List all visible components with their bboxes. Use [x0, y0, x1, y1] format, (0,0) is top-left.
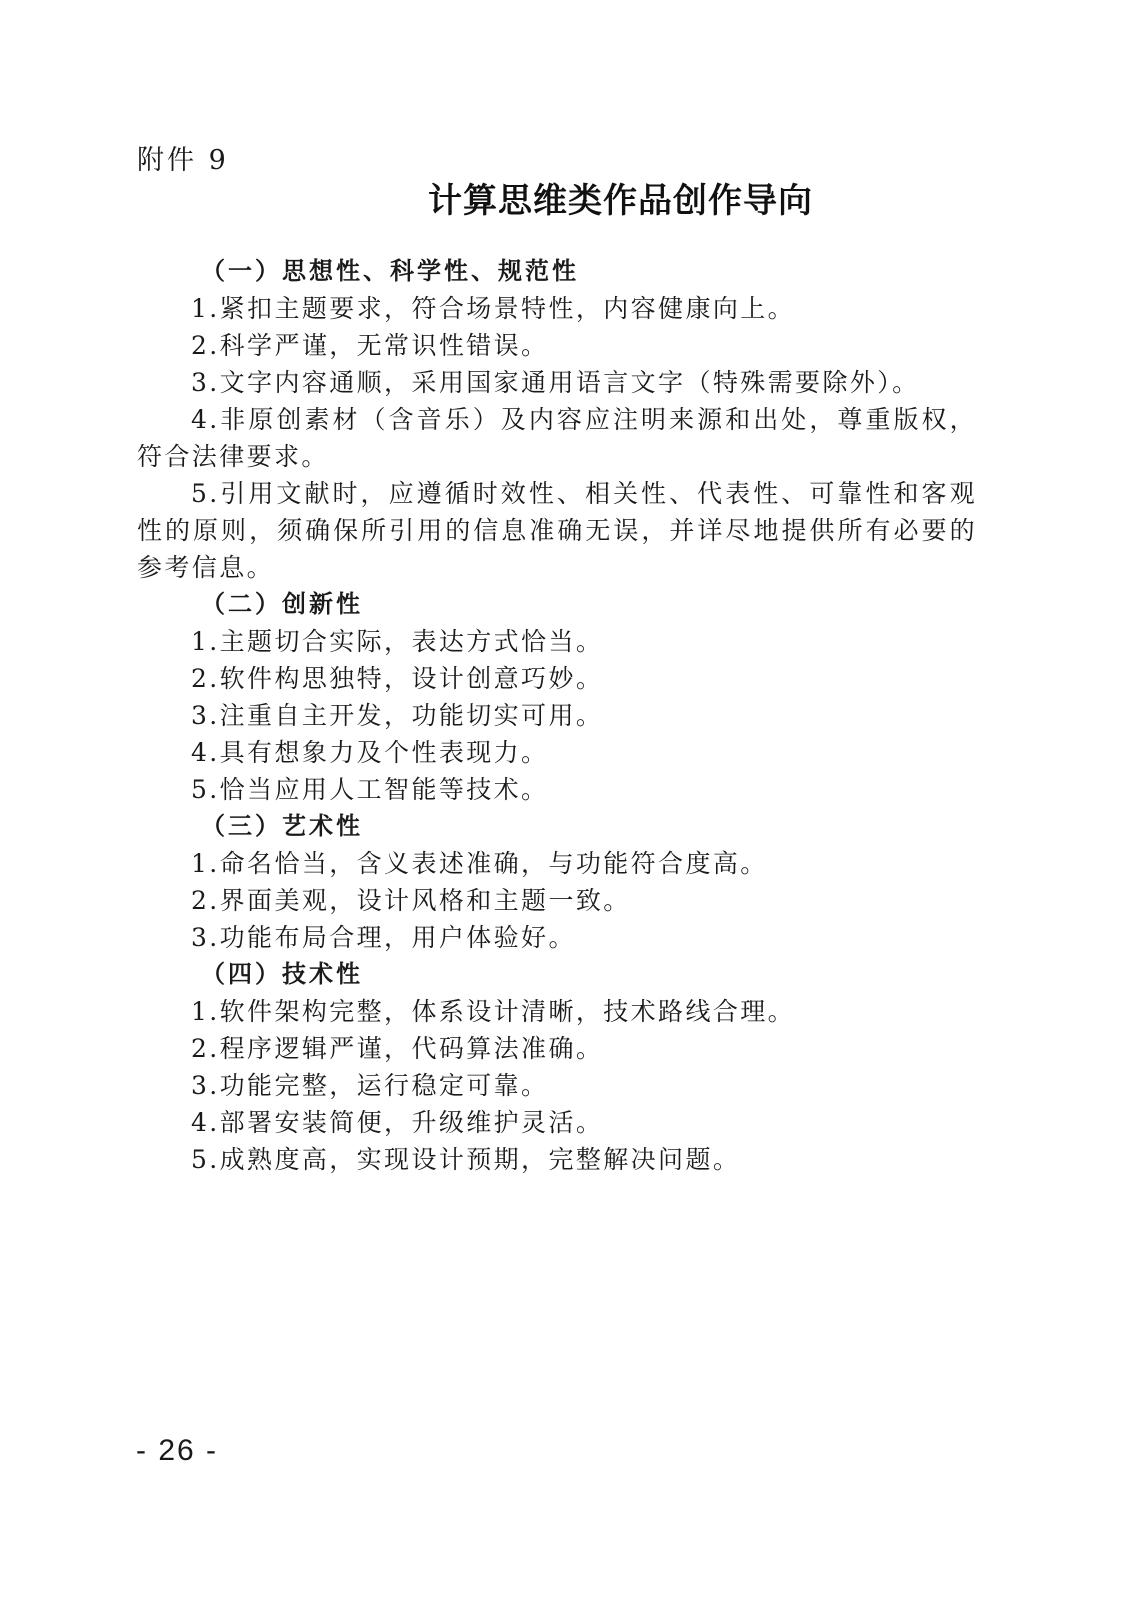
section-heading-3: （三）艺术性	[201, 812, 363, 840]
attachment-label: 附件 9	[137, 145, 229, 176]
section-heading-2: （二）创新性	[201, 590, 363, 618]
section-heading-1: （一）思想性、科学性、规范性	[201, 257, 579, 285]
section-2-item-5: 5.恰当应用人工智能等技术。	[191, 775, 549, 804]
page-number: - 26 -	[136, 1434, 219, 1467]
section-2-item-2: 2.软件构思独特，设计创意巧妙。	[191, 664, 604, 693]
section-heading-4: （四）技术性	[201, 960, 363, 988]
section-1-item-4: 4.非原创素材（含音乐）及内容应注明来源和出处，尊重版权，符合法律要求。	[137, 405, 977, 471]
section-3-item-2: 2.界面美观，设计风格和主题一致。	[191, 886, 631, 915]
section-1-item-2: 2.科学严谨，无常识性错误。	[191, 331, 549, 360]
section-4-item-2: 2.程序逻辑严谨，代码算法准确。	[191, 1034, 604, 1063]
section-4-item-1: 1.软件架构完整，体系设计清晰，技术路线合理。	[191, 997, 796, 1026]
section-2-item-1: 1.主题切合实际，表达方式恰当。	[191, 627, 604, 656]
section-3-item-1: 1.命名恰当，含义表述准确，与功能符合度高。	[191, 849, 768, 878]
section-2-item-4: 4.具有想象力及个性表现力。	[191, 738, 549, 767]
section-3-item-3: 3.功能布局合理，用户体验好。	[191, 923, 576, 952]
section-1-item-3: 3.文字内容通顺，采用国家通用语言文字（特殊需要除外）。	[191, 368, 920, 397]
section-4-item-4: 4.部署安装简便，升级维护灵活。	[191, 1108, 604, 1137]
section-1-item-5: 5.引用文献时，应遵循时效性、相关性、代表性、可靠性和客观性的原则，须确保所引用的信息准确无误，并详尽地提供所有必要的参考信息。	[137, 479, 977, 582]
section-4-item-3: 3.功能完整，运行稳定可靠。	[191, 1071, 549, 1100]
section-1-item-1: 1.紧扣主题要求，符合场景特性，内容健康向上。	[191, 294, 796, 323]
section-4-item-5: 5.成熟度高，实现设计预期，完整解决问题。	[191, 1145, 741, 1174]
document-body	[137, 253, 977, 1178]
document-title: 计算思维类作品创作导向	[428, 181, 813, 221]
section-2-item-3: 3.注重自主开发，功能切实可用。	[191, 701, 604, 730]
